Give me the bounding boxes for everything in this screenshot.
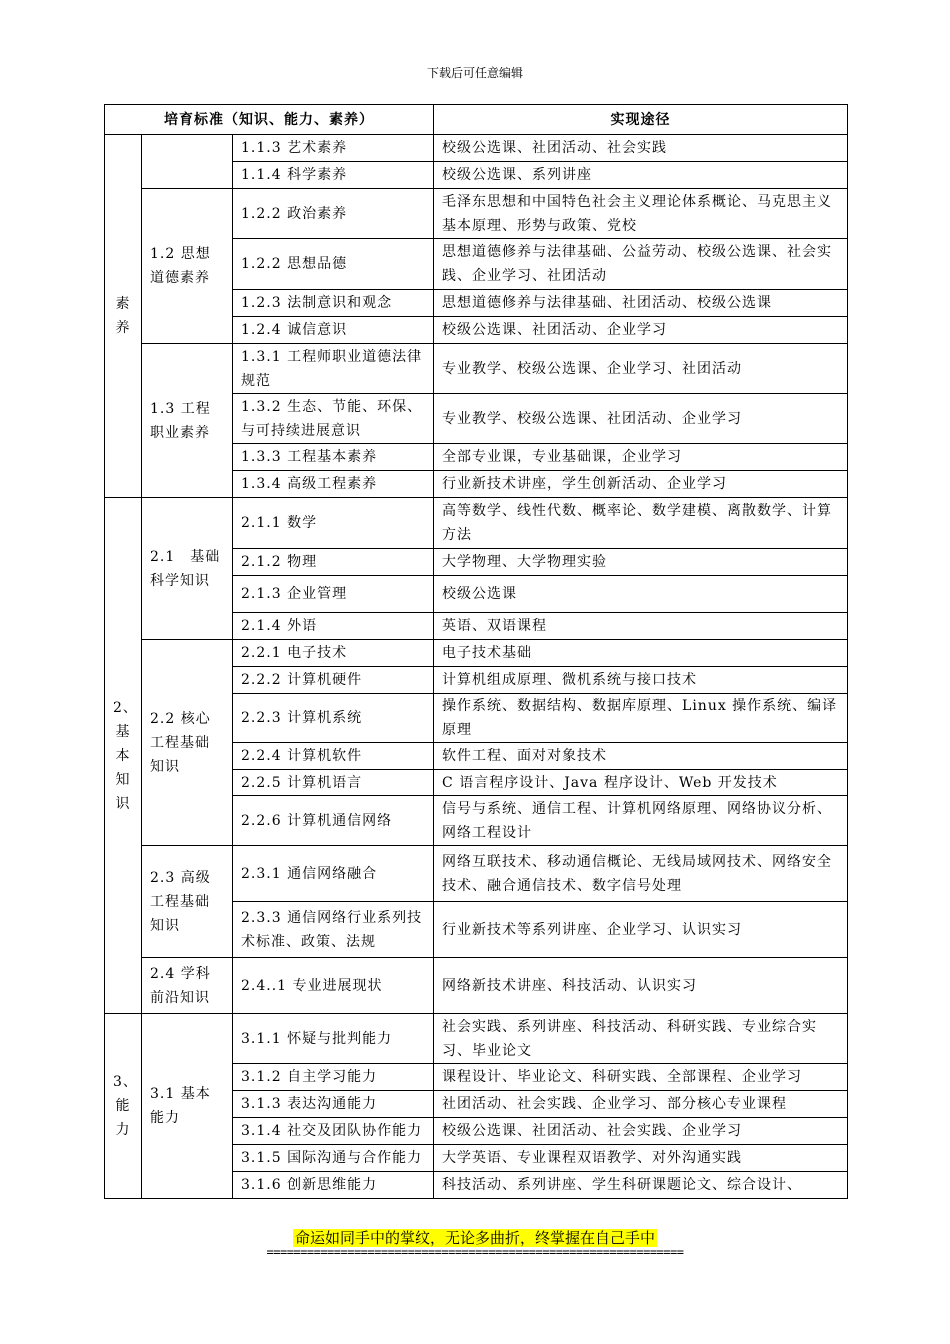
approach-cell: 校级公选课 bbox=[434, 576, 848, 613]
item-cell: 2.1.1 数学 bbox=[233, 498, 434, 549]
item-cell: 1.2.2 思想品德 bbox=[233, 239, 434, 290]
item-cell: 3.1.2 自主学习能力 bbox=[233, 1064, 434, 1091]
approach-cell: 校级公选课、系列讲座 bbox=[434, 162, 848, 189]
subcategory-cell bbox=[142, 135, 233, 189]
approach-cell: 思想道德修养与法律基础、社团活动、校级公选课 bbox=[434, 290, 848, 317]
approach-cell: 软件工程、面对对象技术 bbox=[434, 743, 848, 770]
approach-cell: 网络互联技术、移动通信概论、无线局域网技术、网络安全技术、融合通信技术、数字信号处理 bbox=[434, 846, 848, 902]
approach-cell: 校级公选课、社团活动、社会实践、企业学习 bbox=[434, 1118, 848, 1145]
table-header-row bbox=[105, 105, 848, 135]
category-cell: 2、基本知识 bbox=[105, 498, 142, 1014]
category-cell: 3、能力 bbox=[105, 1014, 142, 1199]
item-cell: 1.3.2 生态、节能、环保、与可持续进展意识 bbox=[233, 394, 434, 444]
item-cell: 2.1.3 企业管理 bbox=[233, 576, 434, 613]
subcategory-cell: 2.1 基础科学知识 bbox=[142, 498, 233, 640]
item-cell: 1.2.3 法制意识和观念 bbox=[233, 290, 434, 317]
approach-cell: 英语、双语课程 bbox=[434, 613, 848, 640]
item-cell: 1.3.3 工程基本素养 bbox=[233, 444, 434, 471]
approach-cell: 全部专业课，专业基础课，企业学习 bbox=[434, 444, 848, 471]
item-cell: 3.1.6 创新思维能力 bbox=[233, 1172, 434, 1199]
approach-cell: C 语言程序设计、Java 程序设计、Web 开发技术 bbox=[434, 770, 848, 796]
item-cell: 1.1.3 艺术素养 bbox=[233, 135, 434, 162]
table-row bbox=[105, 498, 848, 549]
subcategory-cell: 3.1 基本能力 bbox=[142, 1014, 233, 1199]
training-standards-table bbox=[104, 104, 848, 1199]
item-cell: 2.3.1 通信网络融合 bbox=[233, 846, 434, 902]
table-row bbox=[105, 135, 848, 162]
table-row bbox=[105, 1014, 848, 1064]
approach-cell: 专业教学、校级公选课、社团活动、企业学习 bbox=[434, 394, 848, 444]
approach-cell: 毛泽东思想和中国特色社会主义理论体系概论、马克思主义基本原理、形势与政策、党校 bbox=[434, 189, 848, 239]
approach-cell: 操作系统、数据结构、数据库原理、Linux 操作系统、编译原理 bbox=[434, 694, 848, 743]
item-cell: 1.1.4 科学素养 bbox=[233, 162, 434, 189]
approach-cell: 计算机组成原理、微机系统与接口技术 bbox=[434, 667, 848, 694]
approach-cell: 思想道德修养与法律基础、公益劳动、校级公选课、社会实践、企业学习、社团活动 bbox=[434, 239, 848, 290]
item-cell: 2.3.3 通信网络行业系列技术标准、政策、法规 bbox=[233, 902, 434, 958]
subcategory-cell: 2.2 核心工程基础知识 bbox=[142, 640, 233, 846]
approach-cell: 科技活动、系列讲座、学生科研课题论文、综合设计、 bbox=[434, 1172, 848, 1199]
item-cell: 2.2.4 计算机软件 bbox=[233, 743, 434, 770]
footer-divider: ============================================================== bbox=[266, 1245, 684, 1259]
approach-cell: 大学物理、大学物理实验 bbox=[434, 549, 848, 576]
item-cell: 2.2.1 电子技术 bbox=[233, 640, 434, 667]
table-row bbox=[105, 846, 848, 902]
approach-cell: 大学英语、专业课程双语教学、对外沟通实践 bbox=[434, 1145, 848, 1172]
approach-cell: 电子技术基础 bbox=[434, 640, 848, 667]
footer-slogan-text: 命运如同手中的掌纹，无论多曲折，终掌握在自己手中 bbox=[294, 1229, 655, 1247]
approach-cell: 行业新技术等系列讲座、企业学习、认识实习 bbox=[434, 902, 848, 958]
header-standard: 培育标准（知识、能力、素养） bbox=[105, 105, 434, 135]
item-cell: 1.3.1 工程师职业道德法律规范 bbox=[233, 344, 434, 394]
table-row bbox=[105, 344, 848, 394]
item-cell: 3.1.4 社交及团队协作能力 bbox=[233, 1118, 434, 1145]
approach-cell: 专业教学、校级公选课、企业学习、社团活动 bbox=[434, 344, 848, 394]
table-row bbox=[105, 958, 848, 1014]
subcategory-cell: 1.3 工程职业素养 bbox=[142, 344, 233, 498]
approach-cell: 行业新技术讲座，学生创新活动、企业学习 bbox=[434, 471, 848, 498]
approach-cell: 课程设计、毕业论文、科研实践、全部课程、企业学习 bbox=[434, 1064, 848, 1091]
subcategory-cell: 1.2 思想道德素养 bbox=[142, 189, 233, 344]
item-cell: 3.1.1 怀疑与批判能力 bbox=[233, 1014, 434, 1064]
item-cell: 2.2.5 计算机语言 bbox=[233, 770, 434, 796]
approach-cell: 网络新技术讲座、科技活动、认识实习 bbox=[434, 958, 848, 1014]
item-cell: 2.2.6 计算机通信网络 bbox=[233, 796, 434, 846]
header-approach: 实现途径 bbox=[434, 105, 848, 135]
subcategory-cell: 2.3 高级工程基础知识 bbox=[142, 846, 233, 958]
approach-cell: 社会实践、系列讲座、科技活动、科研实践、专业综合实习、毕业论文 bbox=[434, 1014, 848, 1064]
table-row bbox=[105, 640, 848, 667]
subcategory-cell: 2.4 学科前沿知识 bbox=[142, 958, 233, 1014]
item-cell: 2.1.2 物理 bbox=[233, 549, 434, 576]
item-cell: 1.2.4 诚信意识 bbox=[233, 317, 434, 344]
item-cell: 2.4..1 专业进展现状 bbox=[233, 958, 434, 1014]
header-note: 下载后可任意编辑 bbox=[426, 66, 523, 80]
item-cell: 2.2.3 计算机系统 bbox=[233, 694, 434, 743]
approach-cell: 社团活动、社会实践、企业学习、部分核心专业课程 bbox=[434, 1091, 848, 1118]
item-cell: 3.1.5 国际沟通与合作能力 bbox=[233, 1145, 434, 1172]
approach-cell: 校级公选课、社团活动、企业学习 bbox=[434, 317, 848, 344]
approach-cell: 信号与系统、通信工程、计算机网络原理、网络协议分析、网络工程设计 bbox=[434, 796, 848, 846]
item-cell: 2.2.2 计算机硬件 bbox=[233, 667, 434, 694]
approach-cell: 校级公选课、社团活动、社会实践 bbox=[434, 135, 848, 162]
item-cell: 2.1.4 外语 bbox=[233, 613, 434, 640]
approach-cell: 高等数学、线性代数、概率论、数学建模、离散数学、计算方法 bbox=[434, 498, 848, 549]
table-row bbox=[105, 189, 848, 239]
category-cell: 素养 bbox=[105, 135, 142, 498]
item-cell: 3.1.3 表达沟通能力 bbox=[233, 1091, 434, 1118]
item-cell: 1.3.4 高级工程素养 bbox=[233, 471, 434, 498]
item-cell: 1.2.2 政治素养 bbox=[233, 189, 434, 239]
